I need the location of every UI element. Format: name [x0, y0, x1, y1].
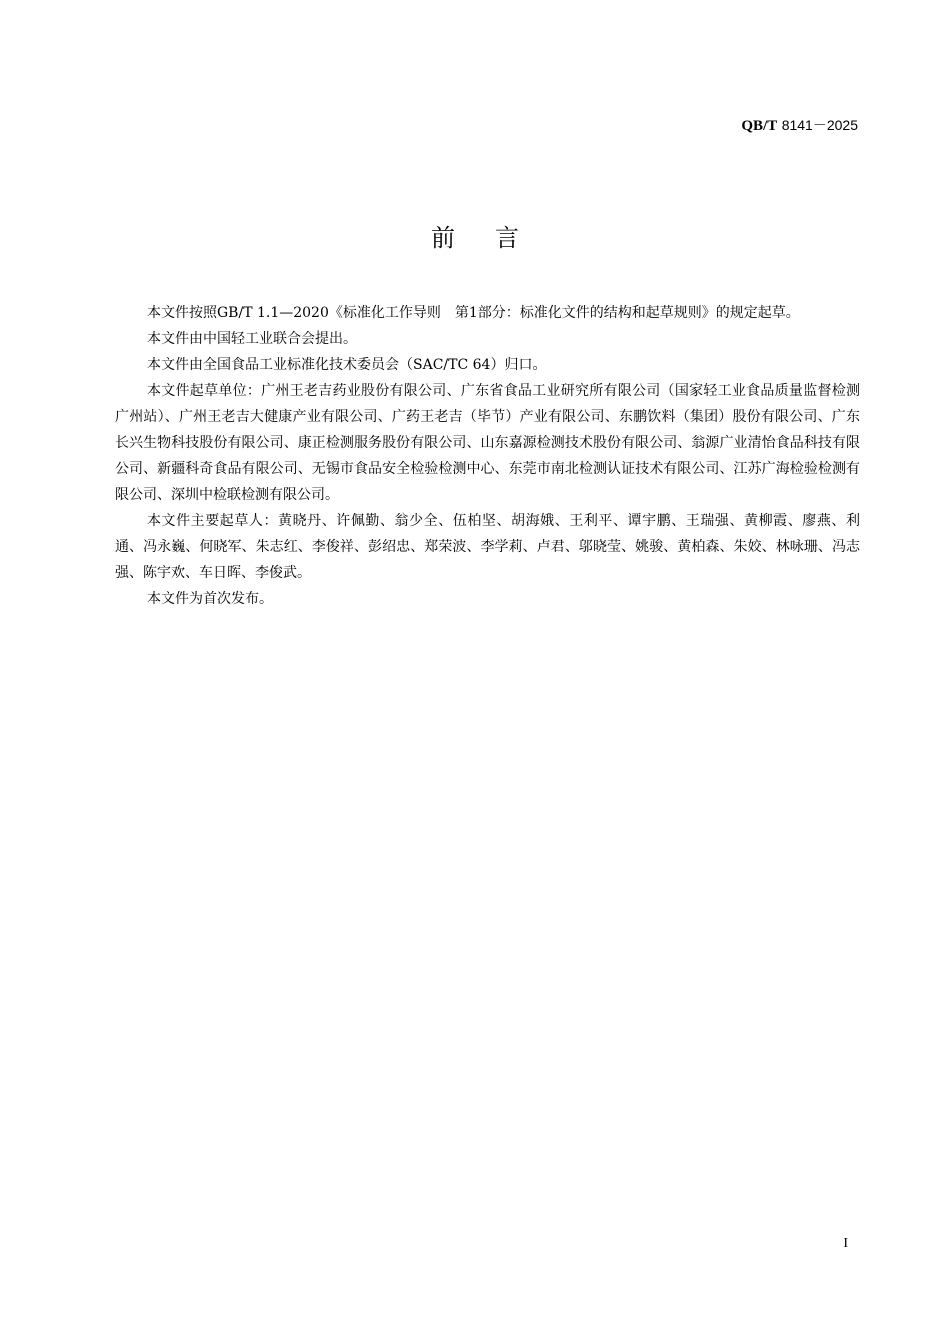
page-number: I	[843, 1236, 848, 1251]
foreword-body	[115, 300, 860, 612]
standard-code-prefix: QB/T	[741, 118, 778, 134]
paragraph-proposer: 本文件由中国轻工业联合会提出。	[147, 331, 357, 347]
standard-code-number: 8141－2025	[781, 117, 858, 133]
page-title: 前言	[431, 224, 559, 252]
paragraph-drafters: 本文件主要起草人：黄晓丹、许佩勤、翁少全、伍柏坚、胡海娥、王利平、谭宇鹏、王瑞强、黄柳霞、廖燕、利通、冯永巍、何晓军、朱志红、李俊祥、彭绍忠、郑荣波、李学莉、卢君、邬晓莹、姚骏、黄柏森、朱姣、林咏珊、冯志强、陈宇欢、车日晖、李俊武。	[115, 513, 860, 581]
paragraph-drafting-units: 本文件起草单位：广州王老吉药业股份有限公司、广东省食品工业研究所有限公司（国家轻工业食品质量监督检测广州站）、广州王老吉大健康产业有限公司、广药王老吉（毕节）产业有限公司、东鹏饮料（集团）股份有限公司、广东长兴生物科技股份有限公司、康正检测服务股份有限公司、山东嘉源检测技术股份有限公司、翁源广业清怡食品科技有限公司、新疆科奇食品有限公司、无锡市食品安全检验检测中心、东莞市南北检测认证技术有限公司、江苏广海检验检测有限公司、深圳中检联检测有限公司。	[115, 383, 860, 503]
paragraph-drafting-basis: 本文件按照GB/T 1.1—2020《标准化工作导则 第1部分：标准化文件的结构和起草规则》的规定起草。	[147, 305, 800, 321]
standard-code	[741, 115, 858, 135]
paragraph-first-release: 本文件为首次发布。	[147, 591, 273, 607]
paragraph-centralized-unit: 本文件由全国食品工业标准化技术委员会（SAC/TC 64）归口。	[147, 357, 547, 373]
